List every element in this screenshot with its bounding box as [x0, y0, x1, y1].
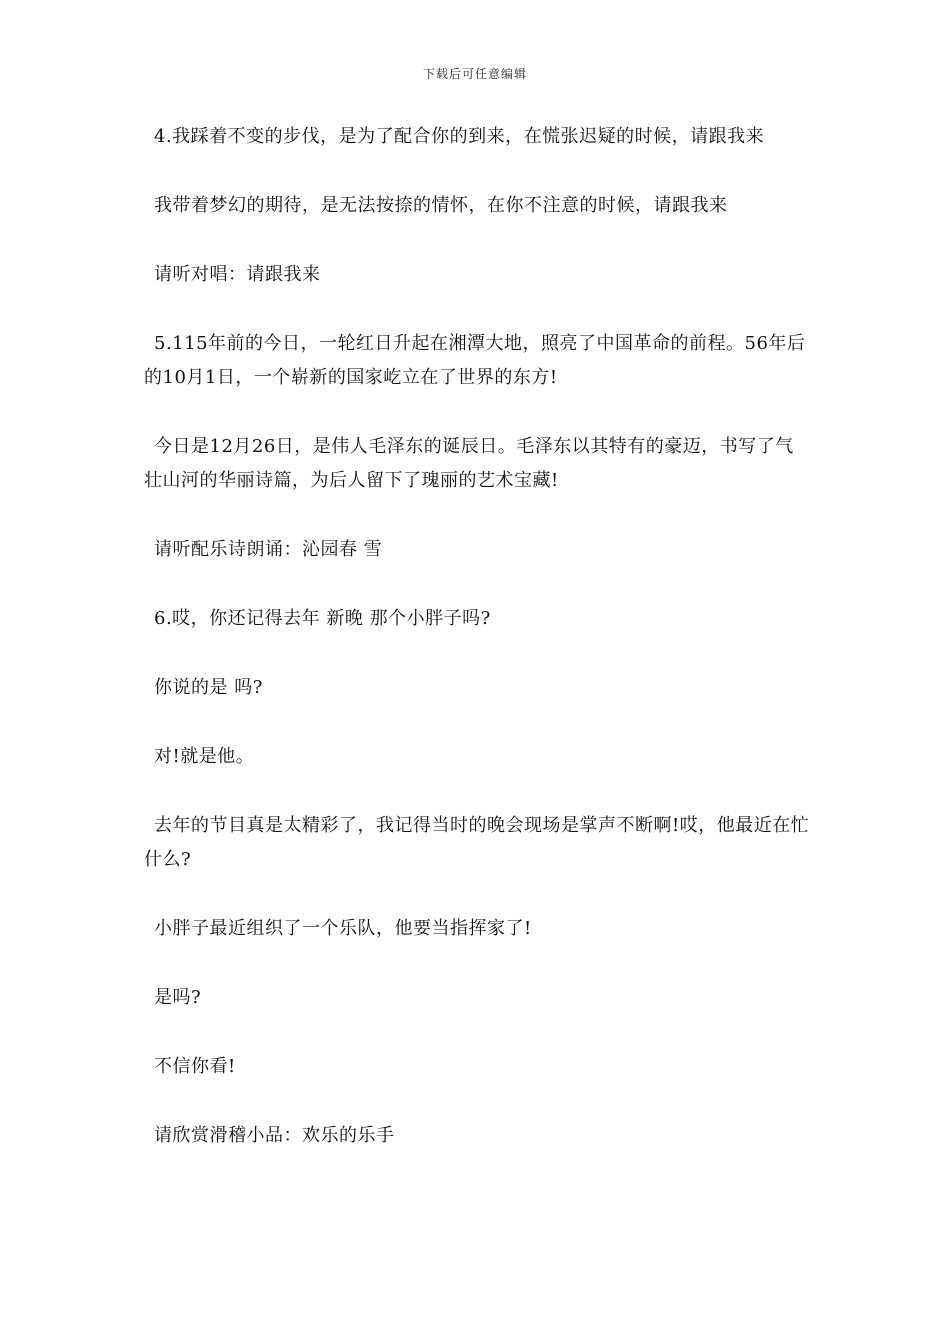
- document-body: [144, 120, 812, 1188]
- paragraph-14: 请欣赏滑稽小品：欢乐的乐手: [154, 1125, 395, 1146]
- paragraph-13: 不信你看!: [154, 1056, 236, 1077]
- paragraph-11: 小胖子最近组织了一个乐队，他要当指挥家了!: [154, 918, 532, 939]
- header-note: 下载后可任意编辑: [422, 67, 527, 81]
- paragraph-1: 4.我踩着不变的步伐，是为了配合你的到来，在慌张迟疑的时候，请跟我来: [154, 126, 765, 147]
- paragraph-9: 对!就是他。: [154, 746, 255, 767]
- paragraph-3: 请听对唱：请跟我来: [154, 264, 321, 285]
- paragraph-2: 我带着梦幻的期待，是无法按捺的情怀，在你不注意的时候，请跟我来: [154, 195, 728, 216]
- paragraph-8: 你说的是 吗?: [154, 677, 263, 698]
- paragraph-12: 是吗?: [154, 987, 202, 1008]
- paragraph-4: 5.115年前的今日，一轮红日升起在湘潭大地，照亮了中国革命的前程。56年后的10月1日，一个崭新的国家屹立在了世界的东方!: [144, 333, 806, 388]
- paragraph-10: 去年的节目真是太精彩了，我记得当时的晚会现场是掌声不断啊!哎，他最近在忙什么?: [144, 815, 810, 870]
- paragraph-5: 今日是12月26日，是伟人毛泽东的诞辰日。毛泽东以其特有的豪迈，书写了气壮山河的华丽诗篇，为后人留下了瑰丽的艺术宝藏!: [144, 436, 794, 491]
- paragraph-7: 6.哎，你还记得去年 新晚 那个小胖子吗?: [154, 608, 491, 629]
- paragraph-6: 请听配乐诗朗诵：沁园春 雪: [154, 539, 383, 560]
